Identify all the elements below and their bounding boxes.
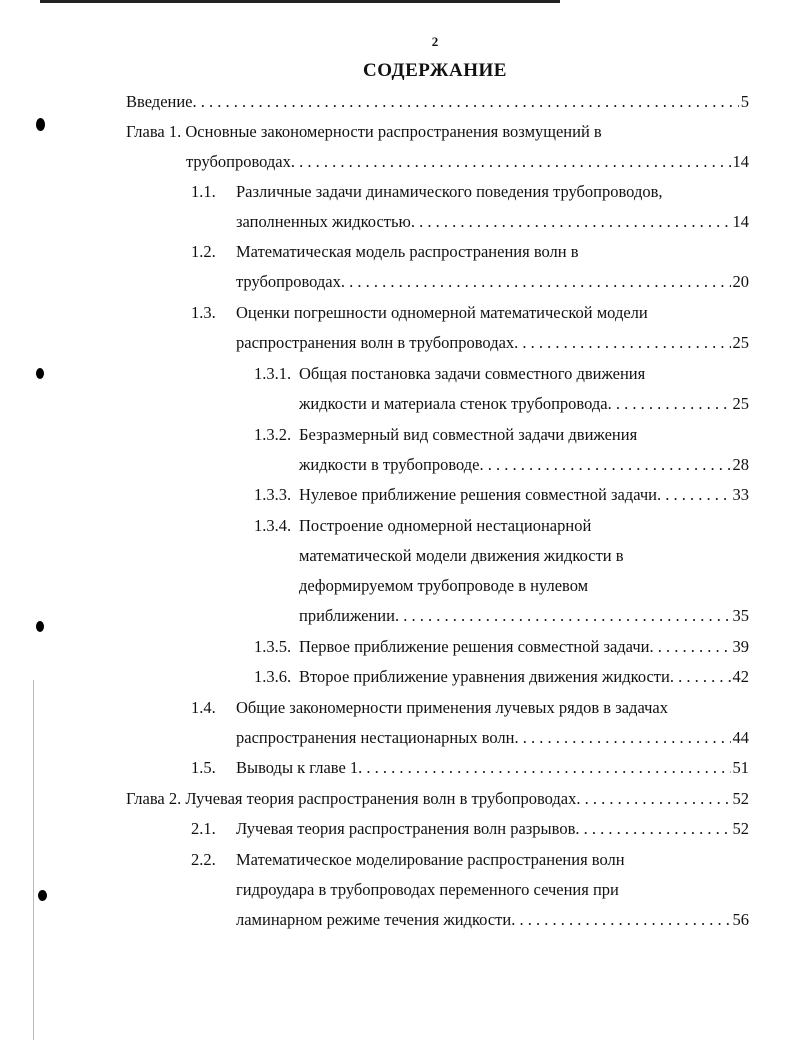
- toc-section-2-2-title[interactable]: Математическое моделирование распространения волн: [236, 850, 625, 869]
- toc-entry-1-3[interactable]: распространения волн в трубопроводах . . . 25: [236, 332, 749, 354]
- toc-entry-1-3-5[interactable]: Первое приближение решения совместной задачи . . . 39: [299, 636, 749, 658]
- page-number: 2: [431, 34, 439, 49]
- toc-subsection-number: 1.3.3.: [254, 485, 292, 504]
- toc-entry-1-3-6[interactable]: Второе приближение уравнения движения жидкости . . . 42: [299, 666, 749, 688]
- toc-section-number: 2.1.: [191, 819, 216, 838]
- toc-section-1-2-title[interactable]: Математическая модель распространения волн в: [236, 242, 579, 261]
- toc-section-2-2-title[interactable]: гидроудара в трубопроводах переменного сечения при: [236, 880, 619, 899]
- toc-section-number: 1.3.: [191, 303, 216, 322]
- toc-section-number: 1.2.: [191, 242, 216, 261]
- binding-hole-mark: [36, 368, 44, 379]
- toc-section-1-4-title[interactable]: Общие закономерности применения лучевых рядов в задачах: [236, 698, 668, 717]
- toc-section-number: 1.1.: [191, 182, 216, 201]
- toc-section-number: 1.5.: [191, 758, 216, 777]
- toc-subsection-number: 1.3.2.: [254, 425, 292, 444]
- binding-hole-mark: [36, 621, 44, 632]
- page-title: СОДЕРЖАНИЕ: [363, 60, 507, 81]
- toc-section-1-3-title[interactable]: Оценки погрешности одномерной математической модели: [236, 303, 648, 322]
- toc-section-number: 2.2.: [191, 850, 216, 869]
- binding-hole-mark: [36, 118, 45, 131]
- toc-entry-chapter-1[interactable]: трубопроводах . . . 14: [186, 151, 749, 173]
- toc-subsection-1-3-2-title[interactable]: Безразмерный вид совместной задачи движения: [299, 425, 638, 444]
- toc-section-1-1-title[interactable]: Различные задачи динамического поведения трубопроводов,: [236, 182, 663, 201]
- toc-subsection-1-3-4-title[interactable]: деформируемом трубопроводе в нулевом: [299, 576, 589, 595]
- toc-subsection-number: 1.3.4.: [254, 516, 292, 535]
- toc-subsection-number: 1.3.6.: [254, 667, 292, 686]
- toc-subsection-1-3-1-title[interactable]: Общая постановка задачи совместного движения: [299, 364, 646, 383]
- toc-entry-1-3-1[interactable]: жидкости и материала стенок трубопровода . . . 25: [299, 393, 749, 415]
- toc-subsection-1-3-4-title[interactable]: Построение одномерной нестационарной: [299, 516, 592, 535]
- toc-entry-1-1[interactable]: заполненных жидкостью . . . 14: [236, 211, 749, 233]
- toc-page: 5: [740, 92, 749, 111]
- binding-hole-mark: [38, 890, 47, 901]
- toc-subsection-1-3-4-title[interactable]: математической модели движения жидкости в: [299, 546, 624, 565]
- toc-chapter-1-title[interactable]: Глава 1. Основные закономерности распространения возмущений в: [126, 122, 602, 141]
- toc-label: Введение: [126, 92, 193, 111]
- toc-entry-1-5[interactable]: Выводы к главе 1 . . . 51: [236, 757, 749, 779]
- toc-entry-2-2[interactable]: ламинарном режиме течения жидкости . . . 56: [236, 909, 749, 931]
- scan-top-edge: [40, 0, 560, 3]
- toc-entry-1-3-2[interactable]: жидкости в трубопроводе . . . 28: [299, 454, 749, 476]
- toc-entry-1-4[interactable]: распространения нестационарных волн . . . 44: [236, 727, 749, 749]
- toc-entry-1-3-4[interactable]: приближении . . . 35: [299, 605, 749, 627]
- scan-margin-line: [33, 680, 34, 1040]
- toc-section-number: 1.4.: [191, 698, 216, 717]
- toc-entry-intro[interactable]: [126, 91, 749, 113]
- toc-entry-1-2[interactable]: трубопроводах . . . 20: [236, 271, 749, 293]
- toc-entry-chapter-2[interactable]: Глава 2. Лучевая теория распространения волн в трубопроводах . . . 52: [126, 788, 749, 810]
- toc-subsection-number: 1.3.5.: [254, 637, 292, 656]
- toc-entry-1-3-3[interactable]: Нулевое приближение решения совместной задачи . . . 33: [299, 484, 749, 506]
- toc-entry-2-1[interactable]: Лучевая теория распространения волн разрывов . . . 52: [236, 818, 749, 840]
- toc-subsection-number: 1.3.1.: [254, 364, 292, 383]
